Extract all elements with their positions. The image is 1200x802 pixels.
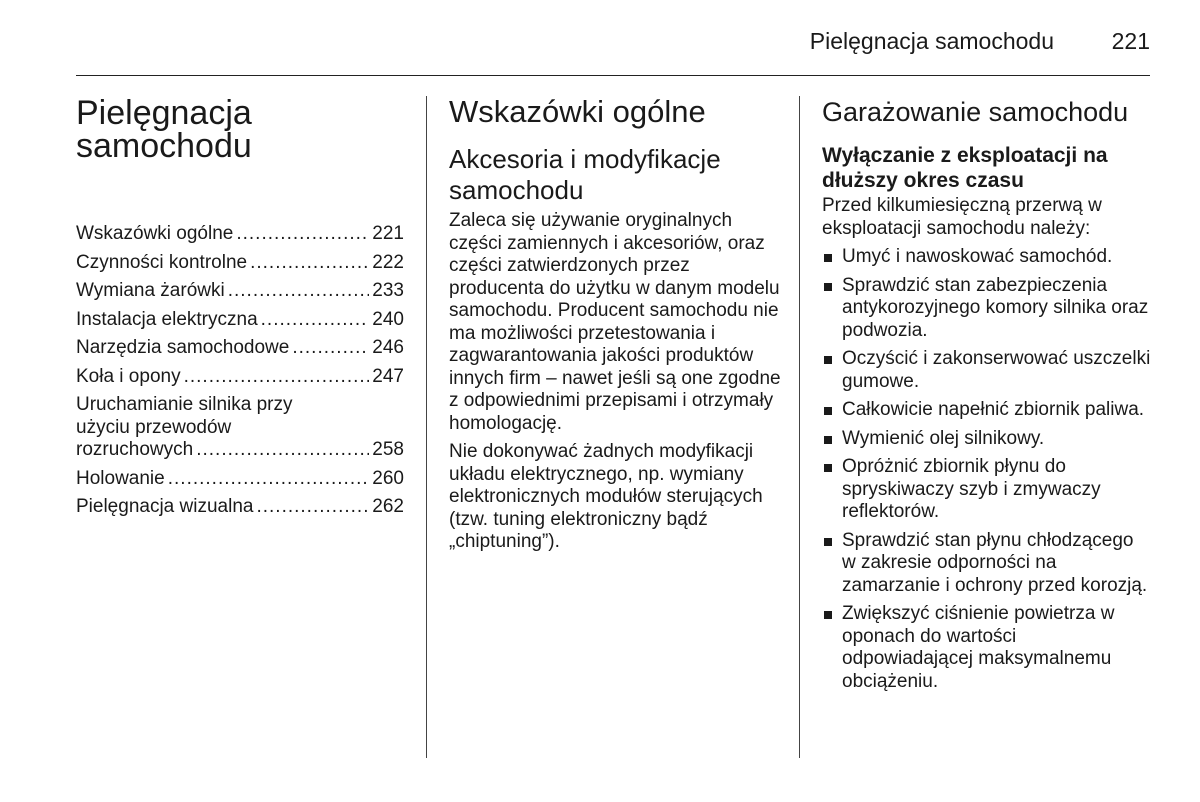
page-number: 221 xyxy=(1111,28,1150,54)
section-title: Garażowanie samochodu xyxy=(822,97,1129,127)
square-bullet-icon xyxy=(824,254,832,262)
subsection-title-line: samochodu xyxy=(449,175,584,205)
toc-entry[interactable] xyxy=(76,309,404,332)
section-title: Wskazówki ogólne xyxy=(449,94,706,129)
square-bullet-icon xyxy=(824,436,832,444)
square-bullet-icon xyxy=(824,283,832,291)
table-of-contents xyxy=(76,223,404,525)
column-divider-1 xyxy=(426,96,427,758)
toc-entry-label: Koła i opony xyxy=(76,365,181,387)
list-item xyxy=(822,348,1152,393)
column-divider-2 xyxy=(799,96,800,758)
toc-leader-dots xyxy=(250,252,369,275)
chapter-title-line: samochodu xyxy=(76,127,252,165)
toc-leader-dots xyxy=(261,309,370,332)
toc-entry-page: 262 xyxy=(372,496,404,517)
toc-entry-page: 258 xyxy=(372,439,404,460)
toc-entry-page: 221 xyxy=(372,223,404,244)
square-bullet-icon xyxy=(824,464,832,472)
toc-entry-label: Pielęgnacja wizualna xyxy=(76,496,254,517)
list-item xyxy=(822,275,1152,343)
subsection-title-line: Wyłączanie z eksploatacji na xyxy=(822,144,1108,167)
subsection-title xyxy=(822,144,1152,193)
toc-entry-page: 246 xyxy=(372,337,404,358)
square-bullet-icon xyxy=(824,356,832,364)
toc-leader-dots xyxy=(292,337,369,360)
toc-entry[interactable] xyxy=(76,252,404,275)
list-item-text: Zwiększyć ciśnienie powietrza w oponach do wartości odpowiadającej maksymalnemu obciążeniu. xyxy=(842,603,1115,692)
toc-entry-page: 260 xyxy=(372,467,404,489)
list-item xyxy=(822,530,1152,598)
list-item-text: Opróżnić zbiornik płynu do spryskiwaczy szyb i zmywaczy reflektorów. xyxy=(842,456,1101,522)
general-guidance-column xyxy=(449,94,789,560)
toc-entry-label: Narzędzia samochodowe xyxy=(76,337,290,358)
list-item-text: Całkowicie napełnić zbiornik paliwa. xyxy=(842,399,1145,420)
toc-entry-label: rozruchowych xyxy=(76,439,194,460)
list-item-text: Wymienić olej silnikowy. xyxy=(842,427,1045,449)
header-divider xyxy=(76,75,1150,76)
list-item-text: Oczyścić i zakonserwować uszczelki gumowe. xyxy=(842,348,1151,392)
toc-entry-label: Wskazówki ogólne xyxy=(76,223,234,244)
list-item-text: Sprawdzić stan zabezpieczenia antykorozyjnego komory silnika oraz podwozia. xyxy=(842,274,1149,341)
list-item-text: Umyć i nawoskować samochód. xyxy=(842,246,1113,267)
toc-entry[interactable] xyxy=(76,468,404,491)
square-bullet-icon xyxy=(824,538,832,546)
toc-entry[interactable] xyxy=(76,223,404,246)
toc-leader-dots xyxy=(168,468,370,491)
toc-entry-label: użyciu przewodów xyxy=(76,416,232,438)
subsection-title xyxy=(449,144,789,206)
toc-entry-page: 222 xyxy=(372,251,404,273)
toc-entry-label: Czynności kontrolne xyxy=(76,251,248,273)
toc-entry-label: Uruchamianie silnika przy xyxy=(76,394,293,415)
toc-leader-dots xyxy=(256,496,369,519)
toc-entry-page: 247 xyxy=(372,365,404,387)
list-item xyxy=(822,603,1152,693)
list-item xyxy=(822,399,1152,422)
toc-entry[interactable] xyxy=(76,337,404,360)
list-item xyxy=(822,456,1152,524)
checklist xyxy=(822,246,1152,693)
toc-entry[interactable] xyxy=(76,394,404,462)
body-paragraph: Zaleca się używanie oryginalnych części zamiennych i akcesoriów, oraz części zatwierdzonych przez producenta do użytku w danym modelu samochodu. Producent samochodu nie ma możliwości przetestowania i zagwarantowania jakości produktów innych firm – nawet jeśli są one zgodne z odpowiednimi przepisami i otrzymały homologację. xyxy=(449,210,781,434)
square-bullet-icon xyxy=(824,611,832,619)
toc-entry-page: 233 xyxy=(372,280,404,301)
toc-entry-label: Holowanie xyxy=(76,467,165,489)
toc-entry-label: Instalacja elektryczna xyxy=(76,308,258,330)
subsection-title-line: dłuższy okres czasu xyxy=(822,168,1024,192)
garaging-column xyxy=(822,94,1152,699)
toc-entry-label: Wymiana żarówki xyxy=(76,280,225,301)
toc-entry-page: 240 xyxy=(372,308,404,330)
toc-entry[interactable] xyxy=(76,496,404,519)
running-header-title: Pielęgnacja samochodu xyxy=(809,28,1054,54)
chapter-title-line: Pielęgnacja xyxy=(76,94,252,132)
list-item-text: Sprawdzić stan płynu chłodzącego w zakresie odporności na zamarzanie i ochrony przed korozją. xyxy=(842,529,1148,596)
toc-leader-dots xyxy=(196,439,369,462)
intro-paragraph: Przed kilkumiesięczną przerwą w eksploatacji samochodu należy: xyxy=(822,195,1102,239)
subsection-title-line: Akcesoria i modyfikacje xyxy=(449,144,721,174)
chapter-title xyxy=(76,94,406,165)
body-paragraph: Nie dokonywać żadnych modyfikacji układu elektrycznego, np. wymiany elektronicznych modułów sterujących (tzw. tuning elektroniczny bądź „chiptuning”). xyxy=(449,441,763,552)
toc-entry[interactable] xyxy=(76,280,404,303)
toc-entry[interactable] xyxy=(76,366,404,389)
list-item xyxy=(822,246,1152,269)
square-bullet-icon xyxy=(824,407,832,415)
toc-leader-dots xyxy=(236,223,369,246)
list-item xyxy=(822,428,1152,451)
toc-leader-dots xyxy=(184,366,370,389)
toc-leader-dots xyxy=(228,280,370,303)
